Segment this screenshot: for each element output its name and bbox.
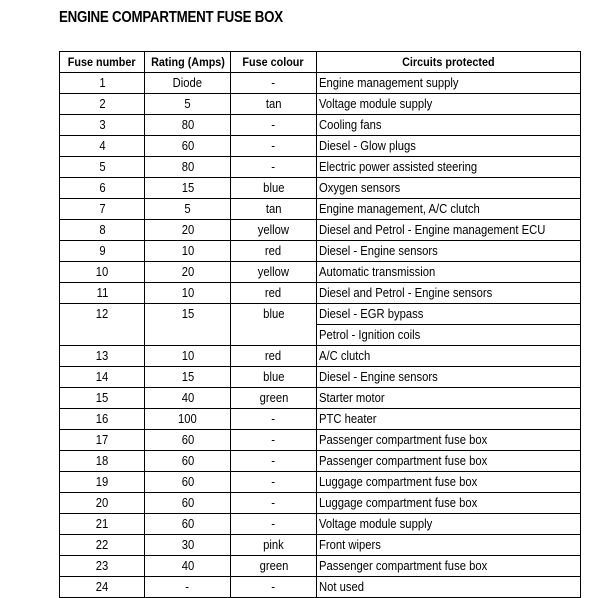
fuse-number-cell: 2 — [60, 94, 145, 115]
table-row — [60, 115, 581, 136]
rating-cell: 80 — [145, 115, 231, 136]
fuse-colour-cell: - — [231, 451, 317, 472]
fuse-number-cell: 14 — [60, 367, 145, 388]
circuit-cell: Passenger compartment fuse box — [317, 430, 581, 451]
fuse-number-cell: 10 — [60, 262, 145, 283]
fuse-colour-cell: blue — [231, 178, 317, 199]
fuse-number-cell: 21 — [60, 514, 145, 535]
circuit-cell: Cooling fans — [317, 115, 581, 136]
fuse-colour-cell: - — [231, 409, 317, 430]
header-circuits-protected: Circuits protected — [317, 52, 581, 73]
table-row — [60, 514, 581, 535]
rating-cell: - — [145, 577, 231, 598]
fuse-number-cell: 19 — [60, 472, 145, 493]
circuit-cell: Diesel - Glow plugs — [317, 136, 581, 157]
rating-cell: 10 — [145, 346, 231, 367]
table-row — [60, 367, 581, 388]
fuse-colour-cell: yellow — [231, 220, 317, 241]
circuit-cell: PTC heater — [317, 409, 581, 430]
fuse-number-cell: 1 — [60, 73, 145, 94]
fuse-colour-cell: - — [231, 577, 317, 598]
table-row — [60, 451, 581, 472]
circuit-cell: Engine management supply — [317, 73, 581, 94]
table-row — [60, 556, 581, 577]
rating-cell: 80 — [145, 157, 231, 178]
fuse-colour-cell: - — [231, 136, 317, 157]
fuse-colour-cell: blue — [231, 304, 317, 346]
fuse-colour-cell: - — [231, 493, 317, 514]
table-row — [60, 241, 581, 262]
circuit-cell: Oxygen sensors — [317, 178, 581, 199]
rating-cell: 20 — [145, 262, 231, 283]
table-row — [60, 493, 581, 514]
table-row — [60, 73, 581, 94]
rating-cell: 5 — [145, 199, 231, 220]
fuse-number-cell: 20 — [60, 493, 145, 514]
rating-cell: 5 — [145, 94, 231, 115]
rating-cell: 60 — [145, 451, 231, 472]
circuit-cell: Diesel - Engine sensors — [317, 367, 581, 388]
fuse-number-cell: 24 — [60, 577, 145, 598]
circuit-cell: Electric power assisted steering — [317, 157, 581, 178]
circuit-cell: Luggage compartment fuse box — [317, 493, 581, 514]
header-rating: Rating (Amps) — [145, 52, 231, 73]
table-row — [60, 346, 581, 367]
fuse-colour-cell: - — [231, 430, 317, 451]
table-row — [60, 304, 581, 325]
rating-cell: 15 — [145, 304, 231, 346]
table-row — [60, 577, 581, 598]
fuse-colour-cell: - — [231, 157, 317, 178]
fuse-number-cell: 8 — [60, 220, 145, 241]
fuse-number-cell: 9 — [60, 241, 145, 262]
table-row — [60, 136, 581, 157]
rating-cell: 40 — [145, 388, 231, 409]
fuse-number-cell: 7 — [60, 199, 145, 220]
rating-cell: 60 — [145, 493, 231, 514]
fuse-colour-cell: red — [231, 283, 317, 304]
table-header-row — [60, 52, 581, 73]
circuit-cell: A/C clutch — [317, 346, 581, 367]
fuse-number-cell: 17 — [60, 430, 145, 451]
circuit-cell: Starter motor — [317, 388, 581, 409]
fuse-number-cell: 11 — [60, 283, 145, 304]
circuit-cell: Engine management, A/C clutch — [317, 199, 581, 220]
fuse-colour-cell: tan — [231, 199, 317, 220]
rating-cell: 20 — [145, 220, 231, 241]
fuse-colour-cell: - — [231, 73, 317, 94]
fuse-number-cell: 3 — [60, 115, 145, 136]
rating-cell: 15 — [145, 178, 231, 199]
rating-cell: 40 — [145, 556, 231, 577]
fuse-number-cell: 4 — [60, 136, 145, 157]
circuit-cell: Luggage compartment fuse box — [317, 472, 581, 493]
table-row — [60, 178, 581, 199]
fuse-number-cell: 5 — [60, 157, 145, 178]
rating-cell: 15 — [145, 367, 231, 388]
rating-cell: 30 — [145, 535, 231, 556]
fuse-colour-cell: green — [231, 556, 317, 577]
circuit-cell: Diesel and Petrol - Engine sensors — [317, 283, 581, 304]
fuse-number-cell: 23 — [60, 556, 145, 577]
table-row — [60, 220, 581, 241]
fuse-colour-cell: red — [231, 241, 317, 262]
table-row — [60, 283, 581, 304]
fuse-colour-cell: blue — [231, 367, 317, 388]
rating-cell: 10 — [145, 283, 231, 304]
fuse-table — [59, 51, 581, 598]
table-row — [60, 199, 581, 220]
fuse-colour-cell: pink — [231, 535, 317, 556]
fuse-colour-cell: - — [231, 472, 317, 493]
table-row — [60, 157, 581, 178]
circuit-cell: Diesel and Petrol - Engine management ECU — [317, 220, 581, 241]
circuit-cell: Automatic transmission — [317, 262, 581, 283]
circuit-cell: Diesel - Engine sensors — [317, 241, 581, 262]
page-title: ENGINE COMPARTMENT FUSE BOX — [59, 9, 283, 26]
header-fuse-colour: Fuse colour — [231, 52, 317, 73]
rating-cell: 100 — [145, 409, 231, 430]
fuse-colour-cell: tan — [231, 94, 317, 115]
table-row — [60, 535, 581, 556]
table-row — [60, 94, 581, 115]
fuse-number-cell: 6 — [60, 178, 145, 199]
fuse-number-cell: 13 — [60, 346, 145, 367]
rating-cell: 60 — [145, 430, 231, 451]
circuit-cell: Voltage module supply — [317, 94, 581, 115]
rating-cell: 10 — [145, 241, 231, 262]
circuit-cell: Front wipers — [317, 535, 581, 556]
fuse-number-cell: 22 — [60, 535, 145, 556]
fuse-colour-cell: - — [231, 514, 317, 535]
fuse-colour-cell: - — [231, 115, 317, 136]
circuit-cell: Voltage module supply — [317, 514, 581, 535]
rating-cell: Diode — [145, 73, 231, 94]
fuse-colour-cell: green — [231, 388, 317, 409]
circuit-cell: Petrol - Ignition coils — [317, 325, 581, 346]
circuit-cell: Passenger compartment fuse box — [317, 556, 581, 577]
circuit-cell: Passenger compartment fuse box — [317, 451, 581, 472]
fuse-table-body — [60, 73, 581, 598]
circuit-cell: Not used — [317, 577, 581, 598]
rating-cell: 60 — [145, 472, 231, 493]
header-fuse-number: Fuse number — [60, 52, 145, 73]
rating-cell: 60 — [145, 136, 231, 157]
fuse-colour-cell: yellow — [231, 262, 317, 283]
table-row — [60, 388, 581, 409]
fuse-colour-cell: red — [231, 346, 317, 367]
fuse-number-cell: 18 — [60, 451, 145, 472]
table-row — [60, 472, 581, 493]
circuit-cell: Diesel - EGR bypass — [317, 304, 581, 325]
fuse-number-cell: 12 — [60, 304, 145, 346]
table-row — [60, 262, 581, 283]
table-row — [60, 409, 581, 430]
fuse-number-cell: 16 — [60, 409, 145, 430]
rating-cell: 60 — [145, 514, 231, 535]
fuse-number-cell: 15 — [60, 388, 145, 409]
table-row — [60, 430, 581, 451]
